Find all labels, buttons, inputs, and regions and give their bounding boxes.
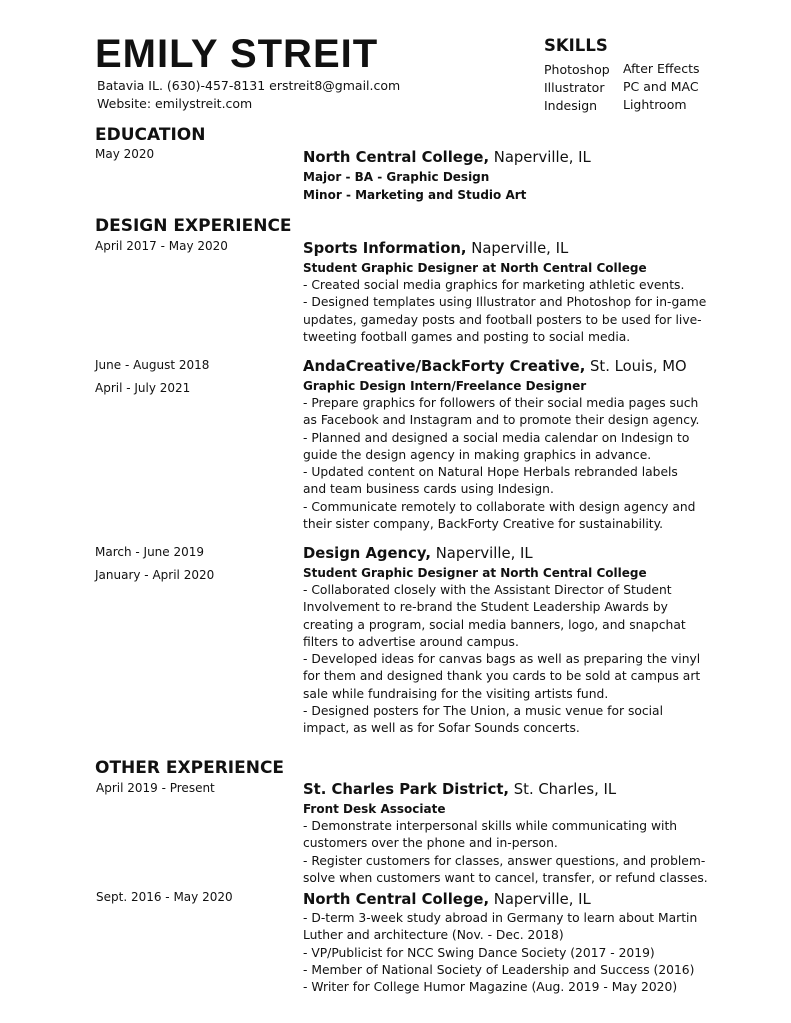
skill-item: Lightroom [623, 97, 687, 112]
entry-location: Naperville, IL [466, 240, 569, 257]
contact-line: Batavia IL. (630)-457-8131 erstreit8@gmail.com [97, 78, 401, 93]
entry-role: Front Desk Associate [303, 802, 446, 816]
entry-line: - Planned and designed a social media calendar on Indesign to [303, 430, 690, 445]
education-heading: EDUCATION [95, 125, 206, 145]
skills-heading: SKILLS [544, 36, 608, 55]
skills-column-1 [544, 61, 610, 115]
entry-line: solve when customers want to cancel, transfer, or refund classes. [303, 870, 708, 885]
other-entry [303, 889, 703, 996]
entry-line: as Facebook and Instagram and to promote their design agency. [303, 413, 700, 428]
entry-line: filters to advertise around campus. [303, 634, 519, 649]
entry-date: April - July 2021 [95, 381, 191, 395]
entry-role: Student Graphic Designer at North Central College [303, 566, 647, 580]
education-entry [303, 147, 703, 204]
entry-line: Luther and architecture (Nov. - Dec. 2018) [303, 928, 564, 943]
skill-item: After Effects [623, 61, 700, 76]
entry-date: Sept. 2016 - May 2020 [96, 890, 233, 904]
entry-line: sale while fundraising for the visiting artists fund. [303, 686, 609, 701]
entry-location: Naperville, IL [430, 545, 533, 562]
entry-line: customers over the phone and in-person. [303, 836, 558, 851]
other-experience-heading: OTHER EXPERIENCE [95, 758, 285, 778]
entry-location: St. Charles, IL [509, 781, 617, 798]
entry-org: Sports Information, [303, 240, 467, 257]
entry-line: their sister company, BackForty Creative for sustainability. [303, 517, 664, 532]
entry-org: North Central College, [303, 891, 490, 908]
design-entry [303, 238, 707, 346]
entry-line: - Demonstrate interpersonal skills while communicating with [303, 819, 678, 833]
resume-name: EMILY STREIT [95, 32, 379, 76]
design-entry [303, 356, 703, 533]
education-major: Major - BA - Graphic Design [303, 170, 490, 184]
entry-org: Design Agency, [303, 545, 431, 562]
entry-line: - Updated content on Natural Hope Herbals rebranded labels [303, 465, 678, 480]
entry-role: Graphic Design Intern/Freelance Designer [303, 379, 587, 393]
education-minor: Minor - Marketing and Studio Art [303, 188, 527, 202]
entry-line: updates, gameday posts and football posters to be used for live- [303, 312, 702, 327]
entry-line: - D-term 3-week study abroad in Germany to learn about Martin [303, 911, 698, 925]
entry-line: tweeting football games and posting to social media. [303, 329, 631, 344]
skill-item: Illustrator [544, 80, 605, 95]
entry-org: North Central College, [303, 149, 490, 166]
education-date: May 2020 [95, 147, 155, 161]
entry-line: - Writer for College Humor Magazine (Aug. 2019 - May 2020) [303, 980, 678, 995]
entry-line: creating a program, social media banners, logo, and snapchat [303, 617, 686, 632]
entry-line: - Designed templates using Illustrator and Photoshop for in-game [303, 295, 707, 310]
entry-location: St. Louis, MO [585, 358, 687, 375]
entry-line: guide the design agency in making graphics in advance. [303, 447, 652, 462]
entry-line: - VP/Publicist for NCC Swing Dance Society (2017 - 2019) [303, 945, 655, 960]
entry-line: and team business cards using Indesign. [303, 482, 554, 497]
entry-date: January - April 2020 [95, 568, 215, 582]
entry-line: - Collaborated closely with the Assistant Director of Student [303, 583, 672, 597]
entry-location: Naperville, IL [489, 891, 591, 908]
entry-line: - Created social media graphics for marketing athletic events. [303, 278, 685, 292]
other-entry [303, 779, 708, 887]
entry-line: - Communicate remotely to collaborate with design agency and [303, 499, 696, 514]
entry-line: - Member of National Society of Leadership and Success (2016) [303, 962, 695, 977]
entry-location: Naperville, IL [489, 149, 591, 166]
design-experience-heading: DESIGN EXPERIENCE [95, 216, 292, 236]
entry-org: St. Charles Park District, [303, 781, 510, 798]
design-entry [303, 543, 703, 738]
entry-role: Student Graphic Designer at North Central College [303, 261, 647, 275]
skill-item: Photoshop [544, 62, 610, 77]
entry-date: April 2019 - Present [96, 781, 215, 795]
entry-line: for them and designed thank you cards to be sold at campus art [303, 669, 701, 684]
entry-line: - Prepare graphics for followers of their social media pages such [303, 396, 699, 410]
skill-item: Indesign [544, 98, 598, 113]
entry-date: April 2017 - May 2020 [95, 239, 228, 253]
skills-column-2 [623, 60, 699, 114]
entry-line: impact, as well as for Sofar Sounds concerts. [303, 721, 580, 736]
entry-line: Involvement to re-brand the Student Leadership Awards by [303, 600, 668, 615]
entry-org: AndaCreative/BackForty Creative, [303, 358, 586, 375]
website-line: Website: emilystreit.com [97, 96, 253, 111]
entry-date: June - August 2018 [95, 358, 210, 372]
entry-line: - Developed ideas for canvas bags as well as preparing the vinyl [303, 652, 701, 667]
entry-line: - Register customers for classes, answer questions, and problem- [303, 853, 706, 868]
skill-item: PC and MAC [623, 79, 699, 94]
entry-line: - Designed posters for The Union, a music venue for social [303, 704, 664, 719]
entry-date: March - June 2019 [95, 545, 205, 559]
